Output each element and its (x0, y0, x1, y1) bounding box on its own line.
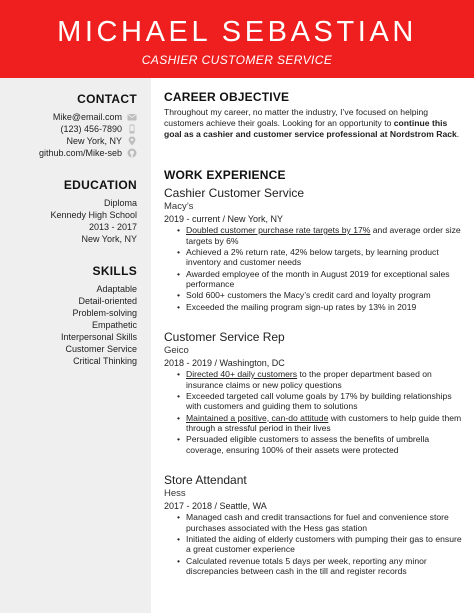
contact-phone[interactable] (2, 123, 137, 135)
objective-text-plain: Throughout my career, no matter the industry, I’ve focused on helping customers achieve their goals. Looking for an opportunity to (164, 107, 429, 128)
job-bullet (177, 290, 464, 301)
job-title: Customer Service Rep (164, 330, 285, 344)
bullet-text: Persuaded eligible customers to assess the benefits of umbrella coverage, ensuring 100% of their assets were protected (186, 434, 430, 455)
job-bullet (177, 269, 464, 290)
bullet-emphasis: Maintained a positive, can-do attitude (186, 412, 329, 423)
job-entry (164, 330, 464, 456)
job-bullet (177, 534, 464, 555)
skill-item: Customer Service (65, 344, 137, 354)
bullet-text: Sold 600+ customers the Macy’s credit card and loyalty program (186, 290, 431, 301)
contact-location-text: New York, NY (66, 136, 122, 146)
job-dates-location: 2018 - 2019 / Washington, DC (164, 358, 285, 368)
job-bullet (177, 225, 464, 246)
job-bullets (177, 512, 464, 577)
contact-github-text: github.com/Mike-seb (38, 148, 122, 158)
envelope-icon (127, 112, 137, 122)
bullet-text: Exceeded targeted call volume goals by 17% by building relationships with customers and guiding them to solutions (186, 390, 452, 412)
job-bullet (177, 413, 464, 434)
bullet-text: Initiated the aiding of elderly customers with pumping their gas to ensure a great customer experience (186, 533, 462, 555)
job-bullet (177, 391, 464, 412)
job-dates-location: 2017 - 2018 / Seattle, WA (164, 501, 267, 511)
job-entry (164, 473, 464, 577)
job-bullet (177, 512, 464, 533)
job-title: Cashier Customer Service (164, 186, 305, 200)
job-bullets (177, 369, 464, 456)
skill-item: Interpersonal Skills (60, 332, 137, 342)
bullet-text: Exceeded the mailing program sign-up rates by 13% in 2019 (186, 301, 417, 312)
job-bullet (177, 369, 464, 390)
skills-heading: SKILLS (92, 264, 137, 278)
resume-header (0, 0, 474, 78)
bullet-text: and average order size targets by 6% (186, 225, 461, 246)
sidebar (0, 78, 151, 613)
job-bullet (177, 247, 464, 268)
bullet-text: Awarded employee of the month in August 2019 for exceptional sales performance (186, 268, 450, 290)
experience-heading: WORK EXPERIENCE (164, 168, 286, 182)
job-company: Hess (164, 488, 186, 499)
objective-text (164, 107, 464, 140)
job-bullet (177, 434, 464, 455)
bullet-text: Achieved a 2% return rate, 42% below targets, by learning product inventory and customer needs (186, 246, 439, 268)
phone-icon (127, 124, 137, 134)
education-school: Kennedy High School (50, 210, 137, 220)
job-bullets (177, 225, 464, 312)
education-dates: 2013 - 2017 (88, 222, 137, 232)
candidate-role: CASHIER CUSTOMER SERVICE (141, 53, 333, 67)
skill-item: Empathetic (91, 320, 137, 330)
objective-section (164, 90, 464, 140)
github-icon (127, 148, 137, 158)
job-bullet (177, 302, 464, 313)
bullet-text: Managed cash and credit transactions for fuel and convenience store purchases associated with the Hess gas station (186, 512, 449, 533)
location-pin-icon (127, 136, 137, 146)
bullet-text: with customers to help guide them through a stressful period in their lives (186, 412, 462, 434)
objective-heading: CAREER OBJECTIVE (164, 90, 290, 104)
objective-text-end: . (456, 129, 460, 139)
job-company: Geico (164, 345, 189, 356)
bullet-emphasis: Directed 40+ daily customers (186, 369, 298, 379)
skill-item: Adaptable (96, 284, 137, 294)
skill-item: Problem-solving (72, 308, 137, 318)
candidate-name: MICHAEL SEBASTIAN (57, 16, 417, 48)
contact-phone-text: (123) 456-7890 (60, 124, 122, 134)
job-dates-location: 2019 - current / New York, NY (164, 214, 284, 224)
education-location: New York, NY (81, 234, 137, 244)
skills-section (2, 264, 137, 367)
job-title: Store Attendant (164, 473, 247, 487)
contact-location (2, 135, 137, 147)
education-degree: Diploma (103, 198, 137, 208)
contact-github[interactable] (2, 147, 137, 159)
education-heading: EDUCATION (63, 178, 137, 192)
skill-item: Critical Thinking (73, 356, 137, 366)
job-entry (164, 186, 464, 313)
bullet-text: Calculated revenue totals 5 days per week, reporting any minor discrepancies between cash in the till and register records (186, 555, 427, 577)
skill-item: Detail-oriented (78, 296, 137, 306)
objective-text-bold: continue this goal as a cashier and customer service professional at Nordstrom Rack (164, 118, 457, 139)
bullet-emphasis: Doubled customer purchase rate targets by 17% (186, 225, 371, 235)
job-company: Macy’s (164, 201, 194, 212)
contact-section (2, 92, 137, 159)
job-bullet (177, 556, 464, 577)
education-section (2, 178, 137, 245)
contact-email[interactable] (2, 111, 137, 123)
contact-email-text: Mike@email.com (52, 112, 122, 122)
bullet-text: to the proper department based on insurance claims or new policy questions (186, 369, 432, 390)
contact-heading: CONTACT (77, 92, 137, 106)
